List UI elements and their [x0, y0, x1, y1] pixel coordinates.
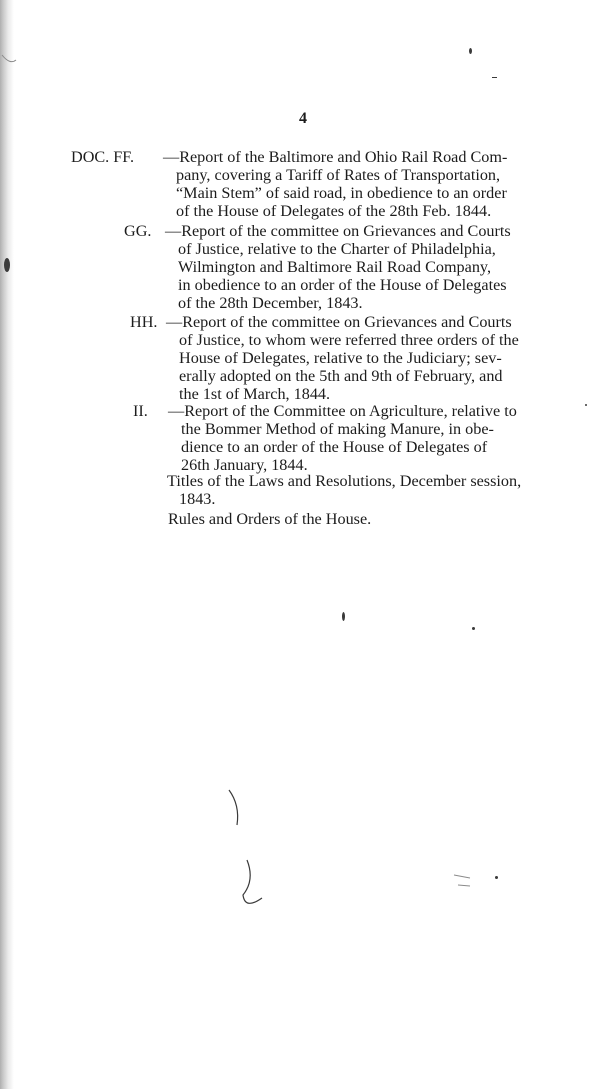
entry-line: dience to an order of the House of Delegates of: [181, 438, 488, 456]
entry-line: “Main Stem” of said road, in obedience to an order: [176, 184, 507, 202]
entry-line: erally adopted on the 5th and 9th of February, and: [179, 367, 503, 385]
scan-speck: [4, 258, 10, 272]
titles-line-1: Titles of the Laws and Resolutions, December session,: [167, 472, 522, 490]
entry-line: Wilmington and Baltimore Rail Road Company,: [178, 258, 492, 276]
entry-label: II.: [133, 402, 148, 420]
entry-line: the Bommer Method of making Manure, in obe-: [181, 420, 494, 438]
scan-speck: [472, 627, 475, 630]
entry-line: 26th January, 1844.: [181, 456, 308, 474]
entry-line: —Report of the Committee on Agriculture, relative to: [168, 402, 517, 420]
entry-line: of Justice, relative to the Charter of Philadelphia,: [178, 240, 496, 258]
entry-line: in obedience to an order of the House of Delegates: [178, 276, 507, 294]
entry-line: —Report of the committee on Grievances and Courts: [165, 222, 511, 240]
entry-text: [166, 313, 519, 403]
entry-text: [163, 148, 508, 220]
entry-line: —Report of the Baltimore and Ohio Rail Road Com-: [163, 148, 508, 166]
entry-label: DOC. FF.: [71, 148, 135, 166]
scan-speck: [585, 404, 587, 406]
entry-line: the 1st of March, 1844.: [179, 385, 331, 403]
scan-speck: [492, 77, 497, 78]
page-number: 4: [299, 110, 307, 127]
entry-line: House of Delegates, relative to the Judiciary; sev-: [179, 349, 502, 367]
entry-line: of the House of Delegates of the 28th Feb. 1844.: [176, 202, 492, 220]
scan-speck: [342, 612, 345, 621]
entry-line: pany, covering a Tariff of Rates of Transportation,: [176, 166, 501, 184]
entry-text: [165, 222, 511, 312]
scan-speck: [495, 876, 498, 879]
scan-speck: [469, 48, 472, 54]
entry-line: —Report of the committee on Grievances and Courts: [166, 313, 512, 331]
scan-edge-shadow: [0, 0, 14, 1089]
rules-line: Rules and Orders of the House.: [168, 510, 372, 528]
entry-text: [168, 402, 517, 474]
entry-label: HH.: [130, 313, 158, 331]
titles-line-2: 1843.: [179, 490, 216, 508]
entry-line: of Justice, to whom were referred three orders of the: [179, 331, 519, 349]
entry-line: of the 28th December, 1843.: [178, 294, 363, 312]
entry-label: GG.: [124, 222, 152, 240]
